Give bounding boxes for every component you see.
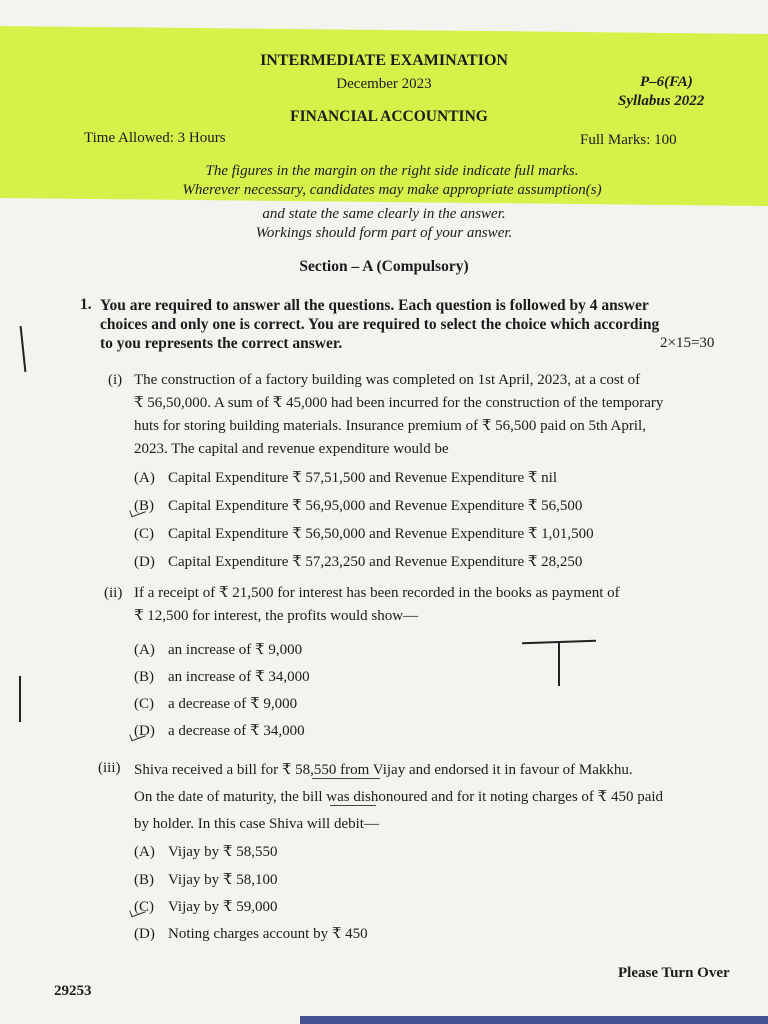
subject-title: FINANCIAL ACCOUNTING [290, 108, 488, 125]
option-a: (A) an increase of ₹ 9,000 [134, 642, 303, 658]
instruction-line: The figures in the margin on the right side indicate full marks. [205, 163, 579, 179]
pen-margin-mark [20, 326, 27, 372]
option-c: (C) a decrease of ₹ 9,000 [134, 696, 298, 712]
paper-code: P–6(FA) [640, 74, 693, 90]
question-line: to you represents the correct answer. [100, 335, 343, 352]
option-c: (C) Capital Expenditure ₹ 56,50,000 and Revenue Expenditure ₹ 1,01,500 [134, 526, 594, 542]
subquestion-line: ₹ 56,50,000. A sum of ₹ 45,000 had been incurred for the construction of the temporary [134, 395, 664, 411]
question-line: You are required to answer all the questions. Each question is followed by 4 answer [100, 297, 649, 314]
subquestion-line: If a receipt of ₹ 21,500 for interest has been recorded in the books as payment of [134, 585, 620, 601]
option-c: (C) Vijay by ₹ 59,000 [134, 899, 278, 915]
subquestion-line: 2023. The capital and revenue expenditure would be [134, 441, 449, 457]
page-edge-band [300, 1016, 768, 1024]
instruction-line: and state the same clearly in the answer. [262, 206, 506, 222]
full-marks: Full Marks: 100 [580, 132, 677, 148]
subquestion-line: On the date of maturity, the bill was dishonoured and for it noting charges of ₹ 450 paid [134, 789, 664, 805]
subquestion-line: huts for storing building materials. Insurance premium of ₹ 56,500 paid on 5th April, [134, 418, 646, 434]
option-b: (B) an increase of ₹ 34,000 [134, 669, 310, 685]
subquestion-text [134, 582, 730, 628]
option-d: (D) Noting charges account by ₹ 450 [134, 926, 368, 942]
pen-underline [312, 778, 380, 779]
option-b: (B) Capital Expenditure ₹ 56,95,000 and Revenue Expenditure ₹ 56,500 [134, 498, 583, 514]
subquestion-line: Shiva received a bill for ₹ 58,550 from Vijay and endorsed it in favour of Makkhu. [134, 762, 633, 778]
page-code: 29253 [54, 983, 92, 999]
subquestion-line: by holder. In this case Shiva will debit— [134, 816, 379, 832]
subquestion-line: The construction of a factory building was completed on 1st April, 2023, at a cost of [134, 372, 641, 388]
pen-annotation-line [558, 642, 560, 686]
exam-session: December 2023 [336, 76, 432, 92]
question-number: 1. [80, 296, 92, 313]
pen-underline [330, 805, 376, 806]
option-d: (D) a decrease of ₹ 34,000 [134, 723, 305, 739]
pen-margin-mark [19, 676, 21, 722]
instruction-line: Workings should form part of your answer. [255, 225, 513, 241]
subquestion-number: (i) [108, 372, 123, 388]
question-instruction [100, 296, 750, 353]
subquestion-text [134, 369, 730, 461]
pen-tick-mark [129, 506, 145, 518]
subquestion-line: ₹ 12,500 for interest, the profits would show— [134, 608, 419, 624]
syllabus: Syllabus 2022 [618, 93, 705, 109]
time-allowed: Time Allowed: 3 Hours [84, 130, 226, 146]
option-d: (D) Capital Expenditure ₹ 57,23,250 and Revenue Expenditure ₹ 28,250 [134, 554, 583, 570]
subquestion-text [134, 757, 734, 838]
section-title: Section – A (Compulsory) [299, 258, 469, 275]
option-a: (A) Vijay by ₹ 58,550 [134, 844, 278, 860]
option-a: (A) Capital Expenditure ₹ 57,51,500 and Revenue Expenditure ₹ nil [134, 470, 557, 486]
instruction-line: Wherever necessary, candidates may make appropriate assumption(s) [182, 182, 602, 198]
turn-over-note: Please Turn Over [618, 965, 730, 981]
subquestion-number: (iii) [98, 760, 121, 776]
subquestion-number: (ii) [104, 585, 123, 601]
question-marks: 2×15=30 [660, 335, 715, 351]
exam-title: INTERMEDIATE EXAMINATION [260, 52, 508, 69]
question-line: choices and only one is correct. You are required to select the choice which according [100, 316, 660, 333]
option-b: (B) Vijay by ₹ 58,100 [134, 872, 278, 888]
